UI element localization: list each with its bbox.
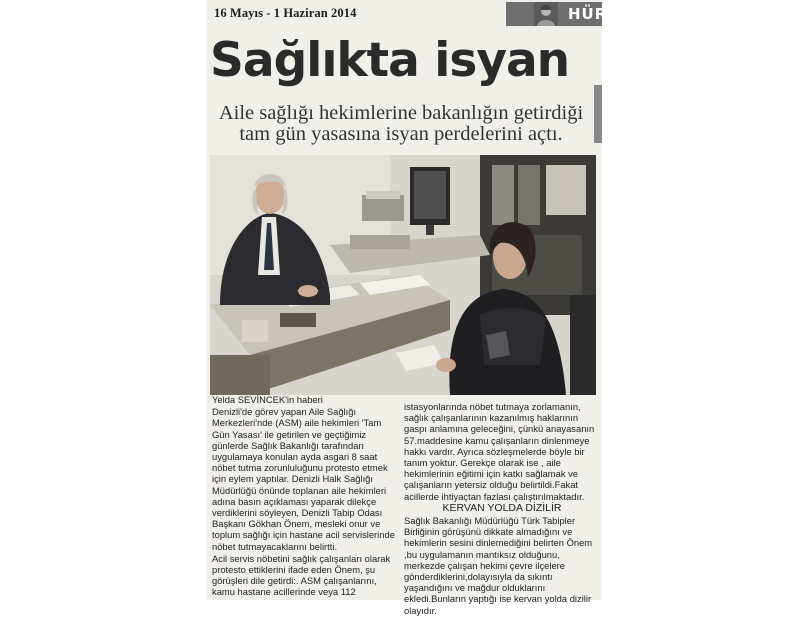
article-photo [210, 155, 596, 395]
article-paragraph: Acil servis nöbetini sağlık çalışanları olarak protesto ettiklerini ifade eden Önem, şu görüşleri dile getirdi:. ASM çalışanlarını, kamu hastane acillerinde veya 112 [212, 552, 391, 598]
byline: Yelda SEVİNCEK'in haberi [212, 394, 323, 405]
deck-line: tam gün yasasına isyan perdelerini açtı. [239, 123, 563, 145]
newspaper-page [206, 0, 620, 616]
article-paragraph: Denizli'de görev yapan Aile Sağlığı Merkezleri'nde (ASM) aile hekimleri 'Tam Gün Yasası' ile getirilen ve geçtiğimiz günlerde Sağlık Bakanlığı tarafından uygulamaya konulan ayda asgari 8 saat nöbet tutma zorunluluğunu protesto etmek için eylem yaptılar. Denizli Halk Sağlığı Müdürlüğü önünde toplanan aile hekimleri adına basın açıklaması yaparak dilekçe verdiklerini söyleyen, Denizli Tabip Odası Başkanı Gökhan Önem, mesleki onur ve toplum sağlığı için hastane acil servislerinde nöbet tutmayacaklarını belirtti. [212, 406, 395, 552]
newspaper-masthead [506, 2, 620, 26]
masthead-name: HÜRB [568, 5, 620, 23]
article-paragraph: istasyonlarında nöbet tutmaya zorlamanın, sağlık çalışanlarının kazanılmış haklarının gaspı anlamına geleceğini, çünkü anayasanın 57.maddesine kamu çalışanların dinlenmeye hakkı vardır. Ayrıca sözleşmelerde böyle bir tanım yoktur. Gerekçe olarak ise , aile hekimlerinin eğitimi için katkı sağlamak ve çalışanların yetersiz olduğu belirtildi.Fakat acillerde ihtiyaçtan fazlası çalıştırılmaktadır. [404, 401, 595, 502]
article-headline: Sağlıkta isyan [210, 33, 570, 88]
article-column-right [404, 401, 600, 617]
issue-dateline: 16 Mayıs - 1 Haziran 2014 [214, 6, 357, 20]
deck-line: Aile sağlığı hekimlerine bakanlığın getirdiği [218, 102, 584, 124]
article-paragraph: Sağlık Bakanlığı Müdürlüğü Türk Tabipler Birliğinin görüşünü dikkate almadığını ve hekimlerin sesini dinlemediğini belirten Önem ,bu uygulamanın mantıksız olduğunu, merkezde çalışan hekimi çevre ilçelere gönderdiklerini,dolayısıyla da sıkıntı yaşandığını ve mağdur olduklarını ekledi.Bunların yaptığı ise kervan yolda dizilir olayıdır. [404, 515, 593, 616]
article-column-left [212, 394, 400, 599]
article-deck [206, 103, 596, 145]
masthead-portrait-icon [534, 2, 558, 26]
article-subhead: KERVAN YOLDA DİZİLİR [442, 501, 562, 514]
